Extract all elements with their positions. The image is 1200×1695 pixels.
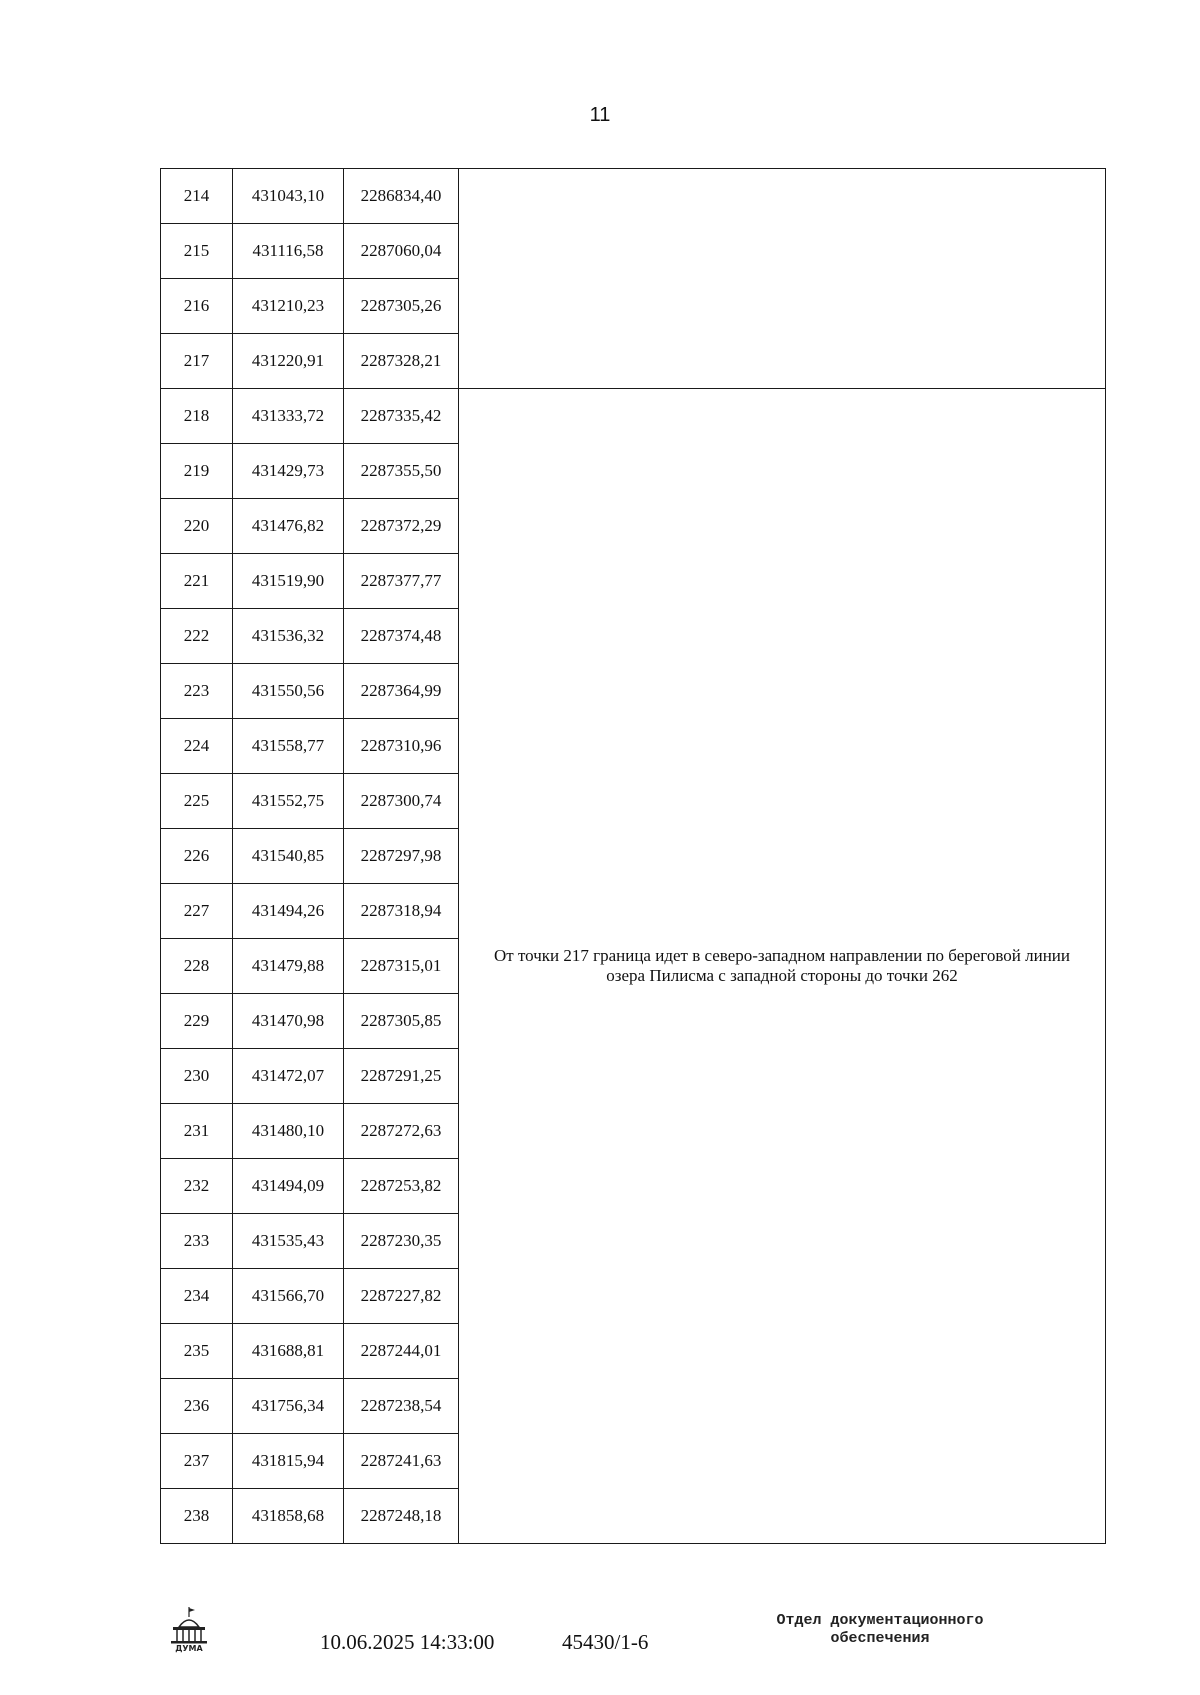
y-coordinate-cell: 2287060,04 [344, 224, 459, 279]
y-coordinate-cell: 2287241,63 [344, 1434, 459, 1489]
x-coordinate-cell: 431333,72 [233, 389, 344, 444]
x-coordinate-cell: 431558,77 [233, 719, 344, 774]
point-number-cell: 218 [161, 389, 233, 444]
x-coordinate-cell: 431043,10 [233, 169, 344, 224]
x-coordinate-cell: 431535,43 [233, 1214, 344, 1269]
y-coordinate-cell: 2287318,94 [344, 884, 459, 939]
y-coordinate-cell: 2287227,82 [344, 1269, 459, 1324]
y-coordinate-cell: 2287305,26 [344, 279, 459, 334]
point-number-cell: 237 [161, 1434, 233, 1489]
description-cell-upper [459, 169, 1106, 389]
x-coordinate-cell: 431116,58 [233, 224, 344, 279]
point-number-cell: 236 [161, 1379, 233, 1434]
point-number-cell: 219 [161, 444, 233, 499]
y-coordinate-cell: 2287364,99 [344, 664, 459, 719]
point-number-cell: 231 [161, 1104, 233, 1159]
x-coordinate-cell: 431756,34 [233, 1379, 344, 1434]
footer-department-stamp [730, 1612, 1030, 1648]
point-number-cell: 227 [161, 884, 233, 939]
point-number-cell: 234 [161, 1269, 233, 1324]
y-coordinate-cell: 2286834,40 [344, 169, 459, 224]
department-line-1: Отдел документационного [776, 1612, 984, 1629]
x-coordinate-cell: 431494,26 [233, 884, 344, 939]
x-coordinate-cell: 431552,75 [233, 774, 344, 829]
x-coordinate-cell: 431688,81 [233, 1324, 344, 1379]
point-number-cell: 217 [161, 334, 233, 389]
boundary-description-text: От точки 217 граница идет в северо-западном направлении по береговой линии озера Пилисма с западной стороны до точки 262 [493, 946, 1070, 985]
y-coordinate-cell: 2287310,96 [344, 719, 459, 774]
y-coordinate-cell: 2287230,35 [344, 1214, 459, 1269]
x-coordinate-cell: 431566,70 [233, 1269, 344, 1324]
x-coordinate-cell: 431480,10 [233, 1104, 344, 1159]
y-coordinate-cell: 2287355,50 [344, 444, 459, 499]
point-number-cell: 226 [161, 829, 233, 884]
x-coordinate-cell: 431220,91 [233, 334, 344, 389]
x-coordinate-cell: 431429,73 [233, 444, 344, 499]
coordinates-table [160, 168, 1106, 1544]
table-row [161, 169, 1106, 224]
x-coordinate-cell: 431815,94 [233, 1434, 344, 1489]
duma-building-icon [165, 1605, 213, 1653]
x-coordinate-cell: 431858,68 [233, 1489, 344, 1544]
y-coordinate-cell: 2287300,74 [344, 774, 459, 829]
x-coordinate-cell: 431494,09 [233, 1159, 344, 1214]
point-number-cell: 223 [161, 664, 233, 719]
x-coordinate-cell: 431210,23 [233, 279, 344, 334]
point-number-cell: 235 [161, 1324, 233, 1379]
y-coordinate-cell: 2287238,54 [344, 1379, 459, 1434]
x-coordinate-cell: 431472,07 [233, 1049, 344, 1104]
x-coordinate-cell: 431550,56 [233, 664, 344, 719]
point-number-cell: 222 [161, 609, 233, 664]
point-number-cell: 228 [161, 939, 233, 994]
x-coordinate-cell: 431479,88 [233, 939, 344, 994]
y-coordinate-cell: 2287244,01 [344, 1324, 459, 1379]
y-coordinate-cell: 2287305,85 [344, 994, 459, 1049]
point-number-cell: 215 [161, 224, 233, 279]
point-number-cell: 216 [161, 279, 233, 334]
department-line-2: обеспечения [830, 1630, 930, 1647]
y-coordinate-cell: 2287248,18 [344, 1489, 459, 1544]
y-coordinate-cell: 2287377,77 [344, 554, 459, 609]
y-coordinate-cell: 2287372,29 [344, 499, 459, 554]
description-cell-main [459, 389, 1106, 1544]
y-coordinate-cell: 2287374,48 [344, 609, 459, 664]
page-number: 11 [589, 104, 611, 126]
y-coordinate-cell: 2287272,63 [344, 1104, 459, 1159]
y-coordinate-cell: 2287297,98 [344, 829, 459, 884]
y-coordinate-cell: 2287328,21 [344, 334, 459, 389]
point-number-cell: 214 [161, 169, 233, 224]
point-number-cell: 232 [161, 1159, 233, 1214]
y-coordinate-cell: 2287335,42 [344, 389, 459, 444]
x-coordinate-cell: 431519,90 [233, 554, 344, 609]
point-number-cell: 221 [161, 554, 233, 609]
logo-text: ДУМА [175, 1644, 203, 1653]
footer-date: 10.06.2025 14:33:00 [320, 1630, 495, 1654]
point-number-cell: 224 [161, 719, 233, 774]
y-coordinate-cell: 2287315,01 [344, 939, 459, 994]
point-number-cell: 230 [161, 1049, 233, 1104]
table-row [161, 389, 1106, 444]
point-number-cell: 238 [161, 1489, 233, 1544]
footer-registration-number: 45430/1-6 [562, 1630, 649, 1654]
point-number-cell: 225 [161, 774, 233, 829]
y-coordinate-cell: 2287253,82 [344, 1159, 459, 1214]
x-coordinate-cell: 431536,32 [233, 609, 344, 664]
x-coordinate-cell: 431540,85 [233, 829, 344, 884]
y-coordinate-cell: 2287291,25 [344, 1049, 459, 1104]
point-number-cell: 229 [161, 994, 233, 1049]
x-coordinate-cell: 431470,98 [233, 994, 344, 1049]
point-number-cell: 220 [161, 499, 233, 554]
x-coordinate-cell: 431476,82 [233, 499, 344, 554]
point-number-cell: 233 [161, 1214, 233, 1269]
